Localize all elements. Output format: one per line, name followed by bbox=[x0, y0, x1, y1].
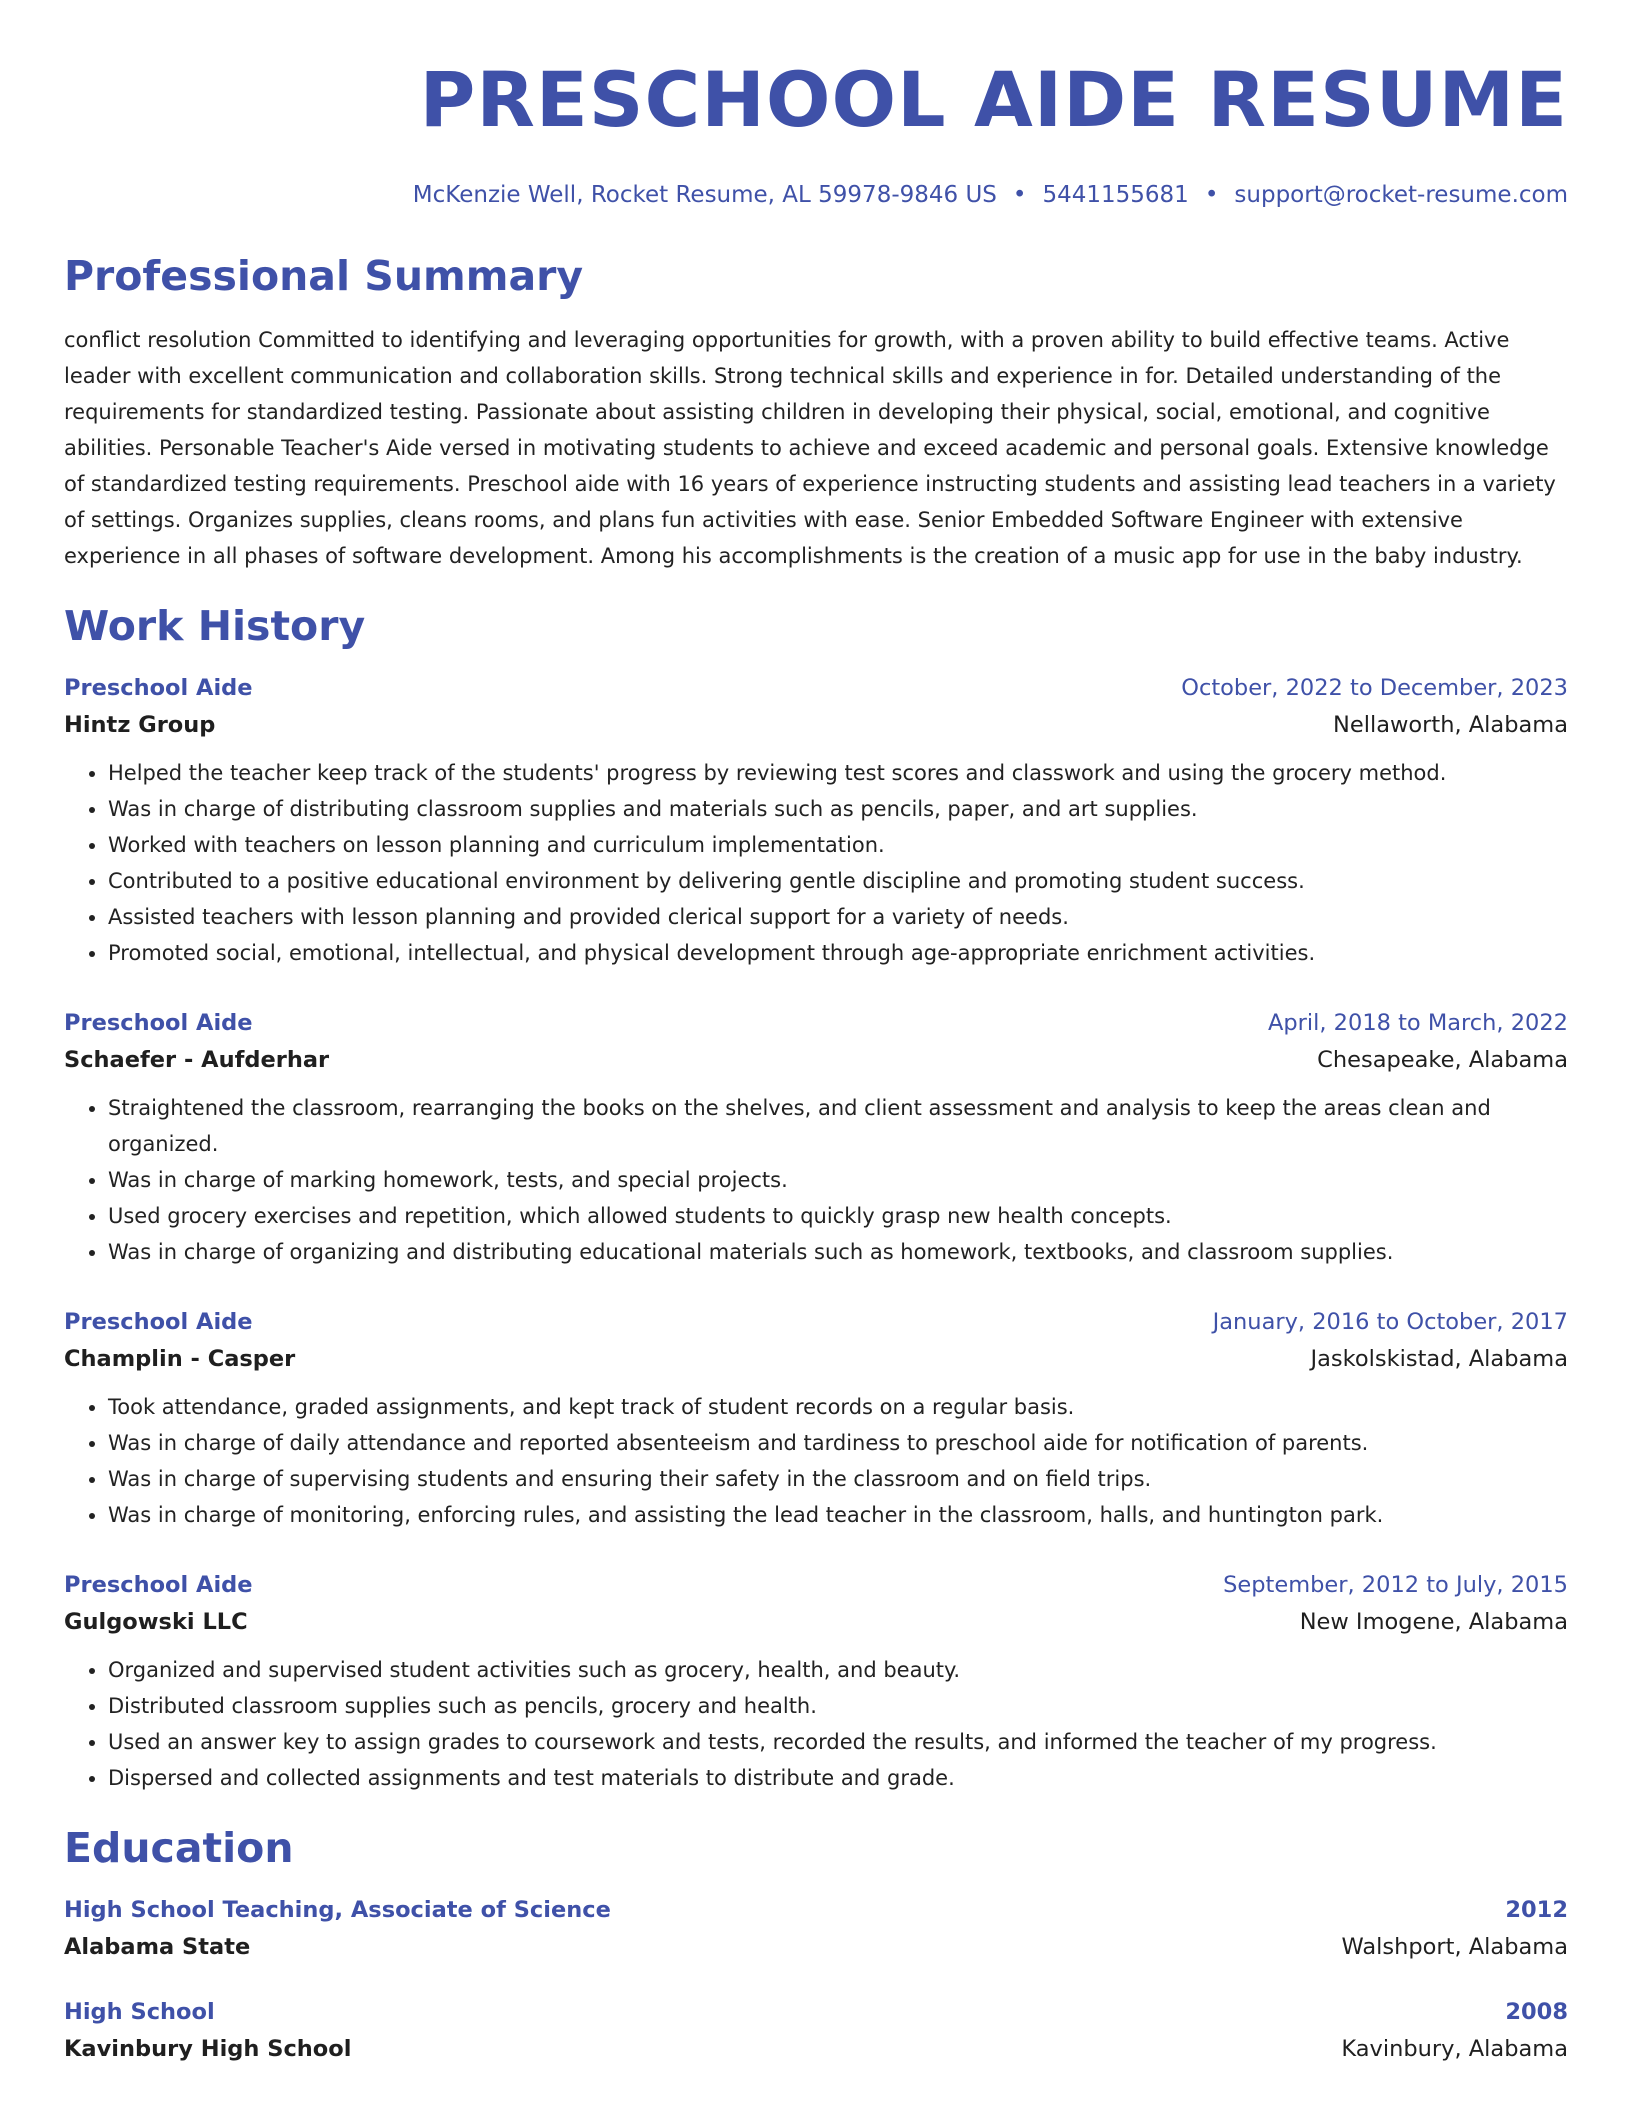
contact-line bbox=[64, 178, 1568, 212]
job-entry bbox=[64, 670, 1568, 971]
job-location: Chesapeake, Alabama bbox=[1317, 1047, 1568, 1073]
education-school: Kavinbury High School bbox=[64, 2036, 352, 2062]
job-bullets bbox=[64, 1389, 1568, 1533]
job-bullet-item: • Was in charge of daily attendance and reported absenteeism and tardiness to preschool aide for notification of parents. bbox=[108, 1425, 1568, 1461]
contact-address: McKenzie Well, Rocket Resume, AL 59978-9846 US bbox=[412, 182, 997, 208]
job-bullet-item: • Used grocery exercises and repetition, which allowed students to quickly grasp new health concepts. bbox=[108, 1198, 1568, 1234]
job-dates: September, 2012 to July, 2015 bbox=[1223, 1572, 1568, 1598]
job-entry bbox=[64, 1567, 1568, 1796]
education-location: Kavinbury, Alabama bbox=[1341, 2036, 1568, 2062]
job-bullet-item: • Worked with teachers on lesson planning and curriculum implementation. bbox=[108, 827, 1568, 863]
education-entry bbox=[64, 1994, 1568, 2068]
contact-phone: 5441155681 bbox=[1042, 182, 1189, 208]
job-bullet-item: • Was in charge of supervising students and ensuring their safety in the classroom and on field trips. bbox=[108, 1461, 1568, 1497]
job-company-row bbox=[64, 1041, 1568, 1079]
education-entry bbox=[64, 1892, 1568, 1966]
professional-summary-section bbox=[64, 250, 1568, 574]
job-bullet-item: • Helped the teacher keep track of the students' progress by reviewing test scores and classwork and using the grocery method. bbox=[108, 755, 1568, 791]
section-heading-work: Work History bbox=[64, 602, 366, 650]
job-title: Preschool Aide bbox=[64, 1572, 253, 1598]
job-dates: April, 2018 to March, 2022 bbox=[1267, 1010, 1568, 1036]
job-bullet-item: • Took attendance, graded assignments, and kept track of student records on a regular basis. bbox=[108, 1389, 1568, 1425]
education-year: 2008 bbox=[1505, 1999, 1568, 2025]
job-location: Jaskolskistad, Alabama bbox=[1310, 1346, 1568, 1372]
education-school-row bbox=[64, 2030, 1568, 2068]
job-bullet-item: • Dispersed and collected assignments and test materials to distribute and grade. bbox=[108, 1760, 1568, 1796]
job-bullet-item: • Was in charge of distributing classroom supplies and materials such as pencils, paper, and art supplies. bbox=[108, 791, 1568, 827]
education-header-row bbox=[64, 1994, 1568, 2030]
job-header-row bbox=[64, 670, 1568, 706]
job-header-row bbox=[64, 1567, 1568, 1603]
job-title: Preschool Aide bbox=[64, 1309, 253, 1335]
resume-title: PRESCHOOL AIDE RESUME bbox=[419, 55, 1568, 144]
job-bullets bbox=[64, 1090, 1568, 1270]
job-company-row bbox=[64, 1340, 1568, 1378]
education-school-row bbox=[64, 1928, 1568, 1966]
job-bullet-item: • Contributed to a positive educational environment by delivering gentle discipline and promoting student success. bbox=[108, 863, 1568, 899]
contact-separator: • bbox=[1204, 182, 1219, 208]
contact-separator: • bbox=[1012, 182, 1027, 208]
job-company-row bbox=[64, 706, 1568, 744]
education-degree: High School bbox=[64, 1999, 215, 2025]
job-company: Schaefer - Aufderhar bbox=[64, 1047, 330, 1073]
work-history-section bbox=[64, 600, 1568, 1796]
section-heading-summary: Professional Summary bbox=[64, 252, 584, 300]
education-location: Walshport, Alabama bbox=[1341, 1934, 1568, 1960]
education-degree: High School Teaching, Associate of Science bbox=[64, 1897, 611, 1923]
section-heading-education: Education bbox=[64, 1824, 294, 1872]
summary-text: conflict resolution Committed to identifying and leveraging opportunities for growth, with a proven ability to build effective teams. Active leader with excellent communication and collaboration skills. Strong technical skills and experience in for. Detailed understanding of the requirements for standardized testing. Passionate about assisting children in developing their physical, social, emotional, and cognitive abilities. Personable Teacher's Aide versed in motivating students to achieve and exceed academic and personal goals. Extensive knowledge of standardized testing requirements. Preschool aide with 16 years of experience instructing students and assisting lead teachers in a variety of settings. Organizes supplies, cleans rooms, and plans fun activities with ease. Senior Embedded Software Engineer with extensive experience in all phases of software development. Among his accomplishments is the creation of a music app for use in the baby industry. bbox=[64, 328, 1556, 568]
job-company: Gulgowski LLC bbox=[64, 1609, 248, 1635]
job-dates: October, 2022 to December, 2023 bbox=[1181, 675, 1568, 701]
job-company: Hintz Group bbox=[64, 712, 216, 738]
education-school: Alabama State bbox=[64, 1934, 251, 1960]
job-bullets bbox=[64, 1652, 1568, 1796]
job-location: Nellaworth, Alabama bbox=[1333, 712, 1568, 738]
job-entry bbox=[64, 1005, 1568, 1270]
education-header-row bbox=[64, 1892, 1568, 1928]
job-header-row bbox=[64, 1005, 1568, 1041]
job-bullet-item: • Distributed classroom supplies such as pencils, grocery and health. bbox=[108, 1688, 1568, 1724]
job-bullets bbox=[64, 755, 1568, 971]
job-title: Preschool Aide bbox=[64, 675, 253, 701]
job-bullet-item: • Straightened the classroom, rearranging the books on the shelves, and client assessment and analysis to keep the areas clean and organized. bbox=[108, 1090, 1568, 1162]
job-location: New Imogene, Alabama bbox=[1299, 1609, 1568, 1635]
job-company-row bbox=[64, 1603, 1568, 1641]
resume-header bbox=[64, 52, 1568, 212]
job-bullet-item: • Was in charge of monitoring, enforcing rules, and assisting the lead teacher in the classroom, halls, and huntington park. bbox=[108, 1497, 1568, 1533]
job-company: Champlin - Casper bbox=[64, 1346, 296, 1372]
job-bullet-item: • Was in charge of organizing and distributing educational materials such as homework, textbooks, and classroom supplies. bbox=[108, 1234, 1568, 1270]
education-section bbox=[64, 1822, 1568, 2068]
job-bullet-item: • Promoted social, emotional, intellectual, and physical development through age-appropriate enrichment activities. bbox=[108, 935, 1568, 971]
job-list bbox=[64, 670, 1568, 1796]
job-entry bbox=[64, 1304, 1568, 1533]
job-bullet-item: • Organized and supervised student activities such as grocery, health, and beauty. bbox=[108, 1652, 1568, 1688]
job-bullet-item: • Used an answer key to assign grades to coursework and tests, recorded the results, and informed the teacher of my progress. bbox=[108, 1724, 1568, 1760]
contact-email: support@rocket-resume.com bbox=[1234, 182, 1568, 208]
education-list bbox=[64, 1892, 1568, 2068]
job-bullet-item: • Assisted teachers with lesson planning and provided clerical support for a variety of needs. bbox=[108, 899, 1568, 935]
education-year: 2012 bbox=[1505, 1897, 1568, 1923]
job-title: Preschool Aide bbox=[64, 1010, 253, 1036]
job-header-row bbox=[64, 1304, 1568, 1340]
job-bullet-item: • Was in charge of marking homework, tests, and special projects. bbox=[108, 1162, 1568, 1198]
job-dates: January, 2016 to October, 2017 bbox=[1212, 1309, 1568, 1335]
